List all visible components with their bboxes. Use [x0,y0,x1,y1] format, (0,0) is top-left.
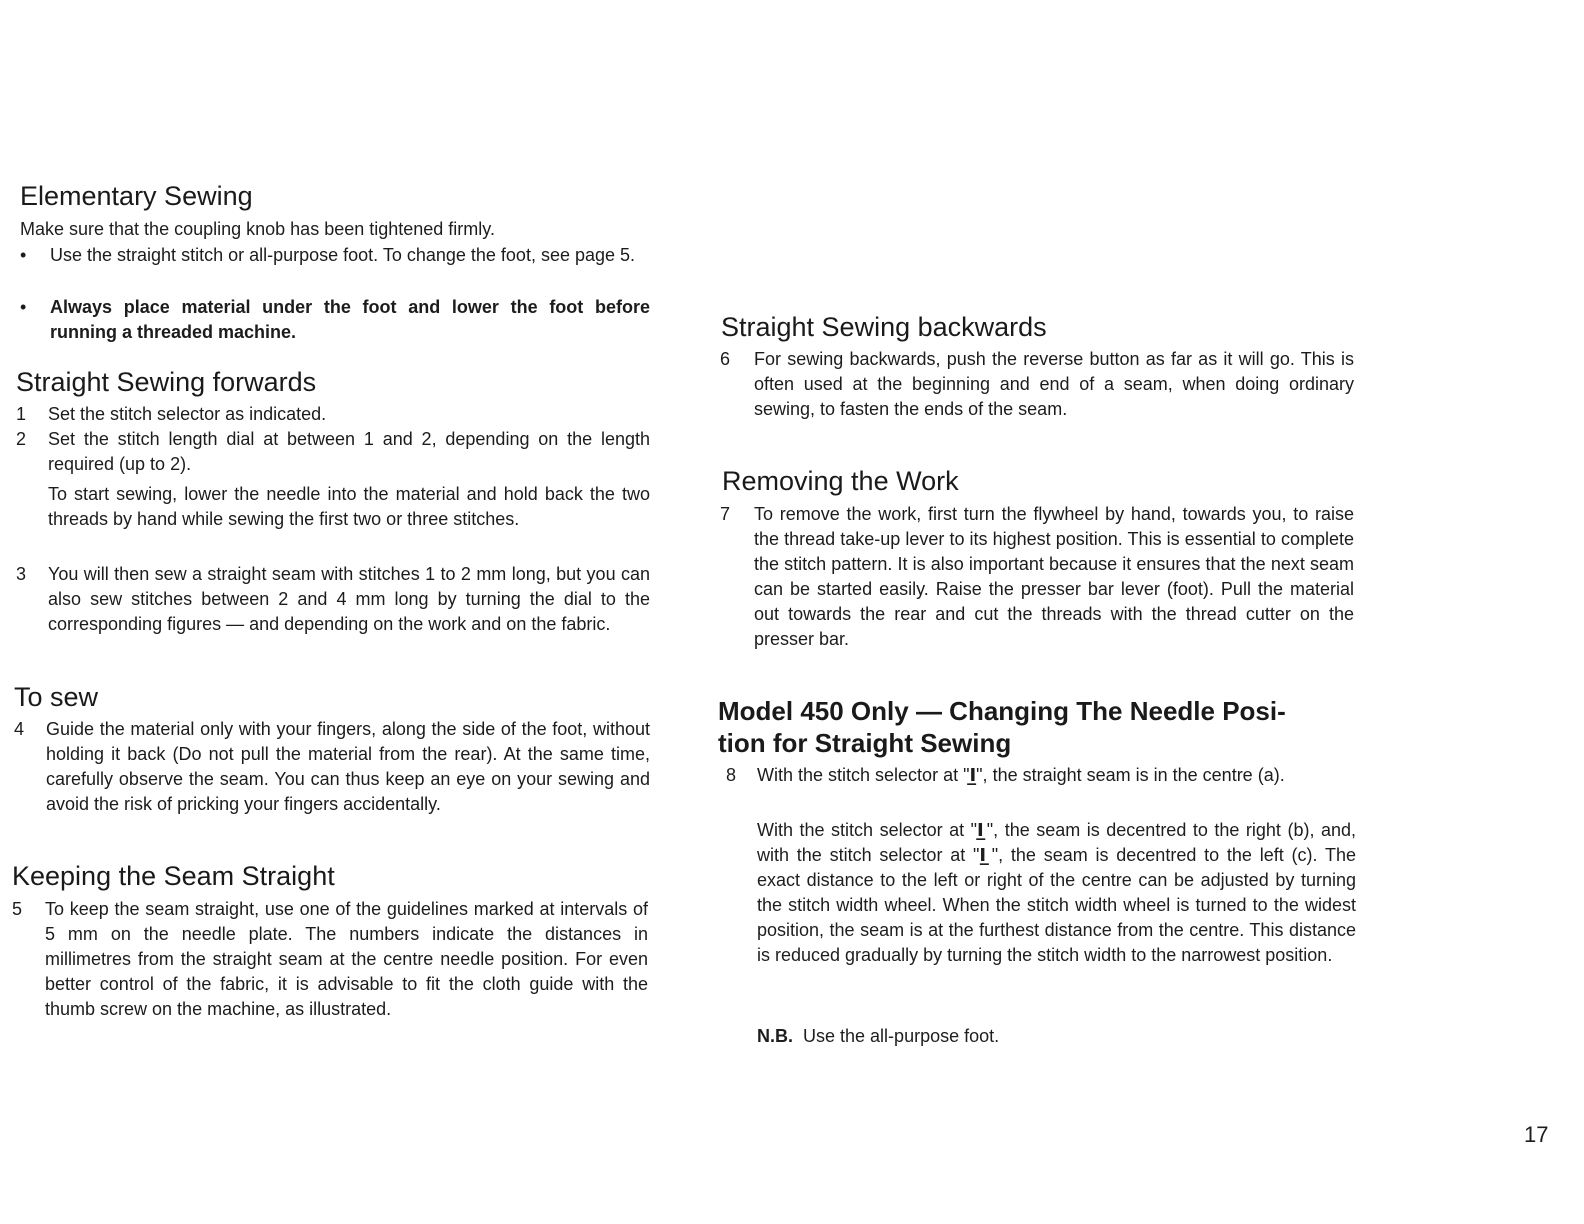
needle-center-symbol: Ⅰ̲ [969,765,977,785]
heading-model-450-line1: Model 450 Only — Changing The Needle Posi- [718,696,1286,726]
item-number: 3 [16,564,27,584]
needle-right-symbol: Ⅰ̲ [977,820,987,840]
item-number: 2 [16,429,27,449]
heading-model-450-line2: tion for Straight Sewing [718,728,1012,758]
item-number: 5 [12,899,23,919]
heading-keeping-seam-straight: Keeping the Seam Straight [12,861,335,891]
nb-text: Use the all-purpose foot. [803,1026,1000,1046]
item-number: 8 [726,765,737,785]
nb-label: N.B. [757,1026,793,1046]
text-run: ", the straight seam is in the centre (a). [976,765,1285,785]
bullet-mark: • [20,297,27,317]
item-number: 4 [14,719,25,739]
text-run: With the stitch selector at " [757,820,978,840]
needle-left-symbol: Ⅰ̲ [979,845,992,865]
item-text: To remove the work, first turn the flywheel by hand, towards you, to raise the thread take-up lever to its highest position. This is essential to complete the stitch pattern. It is also important because it ensures that the next seam can be started easily. Raise the presser bar lever (foot). Pull the material out towards the rear and cut the threads with the thread cutter on the presser bar. [754,504,1354,649]
heading-elementary-sewing: Elementary Sewing [20,181,253,211]
item-text: Set the stitch length dial at between 1 and 2, depending on the length required (up to 2). [48,429,650,474]
heading-straight-forwards: Straight Sewing forwards [16,367,317,397]
heading-straight-backwards: Straight Sewing backwards [721,312,1047,342]
text-run: With the stitch selector at " [757,765,970,785]
nb-note [757,1024,1356,1049]
heading-to-sew: To sew [14,682,99,712]
bullet-text: Use the straight stitch or all-purpose foot. To change the foot, see page 5. [50,245,636,265]
bullet-mark: • [20,245,27,265]
item-text: To start sewing, lower the needle into the material and hold back the two threads by hand while sewing the first two or three stitches. [48,484,650,529]
text-run: ", the seam is decentred to the left (c). The exact distance to the left or right of the centre can be adjusted by turning the stitch width wheel. When the stitch width wheel is turned to the widest position, the seam is at the furthest distance from the centre. This distance is reduced gradually by turning the stitch width to the narrowest position. [757,845,1357,965]
item-text: Set the stitch selector as indicated. [48,404,327,424]
text-run: ", the seam is decentred to the right (b), and, with the stitch selector at " [757,820,1356,865]
item-text [757,763,1356,788]
item-text: For sewing backwards, push the reverse button as far as it will go. This is often used at the beginning and end of a seam, when doing ordinary sewing, to fasten the ends of the seam. [754,349,1354,419]
item-text: To keep the seam straight, use one of the guidelines marked at intervals of 5 mm on the needle plate. The numbers indicate the distances in millimetres from the straight seam at the centre needle position. For even better control of the fabric, it is advisable to fit the cloth guide with the thumb screw on the machine, as illustrated. [45,899,648,1019]
needle-position-paragraph [757,818,1356,968]
item-number: 7 [720,504,731,524]
intro-text: Make sure that the coupling knob has been tightened firmly. [20,219,495,239]
bullet-text-bold: Always place material under the foot and lower the foot before running a threaded machine. [50,297,650,342]
item-number: 1 [16,404,27,424]
item-text: You will then sew a straight seam with stitches 1 to 2 mm long, but you can also sew stitches between 2 and 4 mm long by turning the dial to the corresponding figures — and depending on the work and on the fabric. [48,564,650,634]
page-number: 17 [1524,1122,1549,1147]
item-text: Guide the material only with your fingers, along the side of the foot, without holding it back (Do not pull the material from the rear). At the same time, carefully observe the seam. You can thus keep an eye on your sewing and avoid the risk of pricking your fingers accidentally. [46,719,650,814]
item-number: 6 [720,349,731,369]
heading-removing-work: Removing the Work [722,466,959,496]
